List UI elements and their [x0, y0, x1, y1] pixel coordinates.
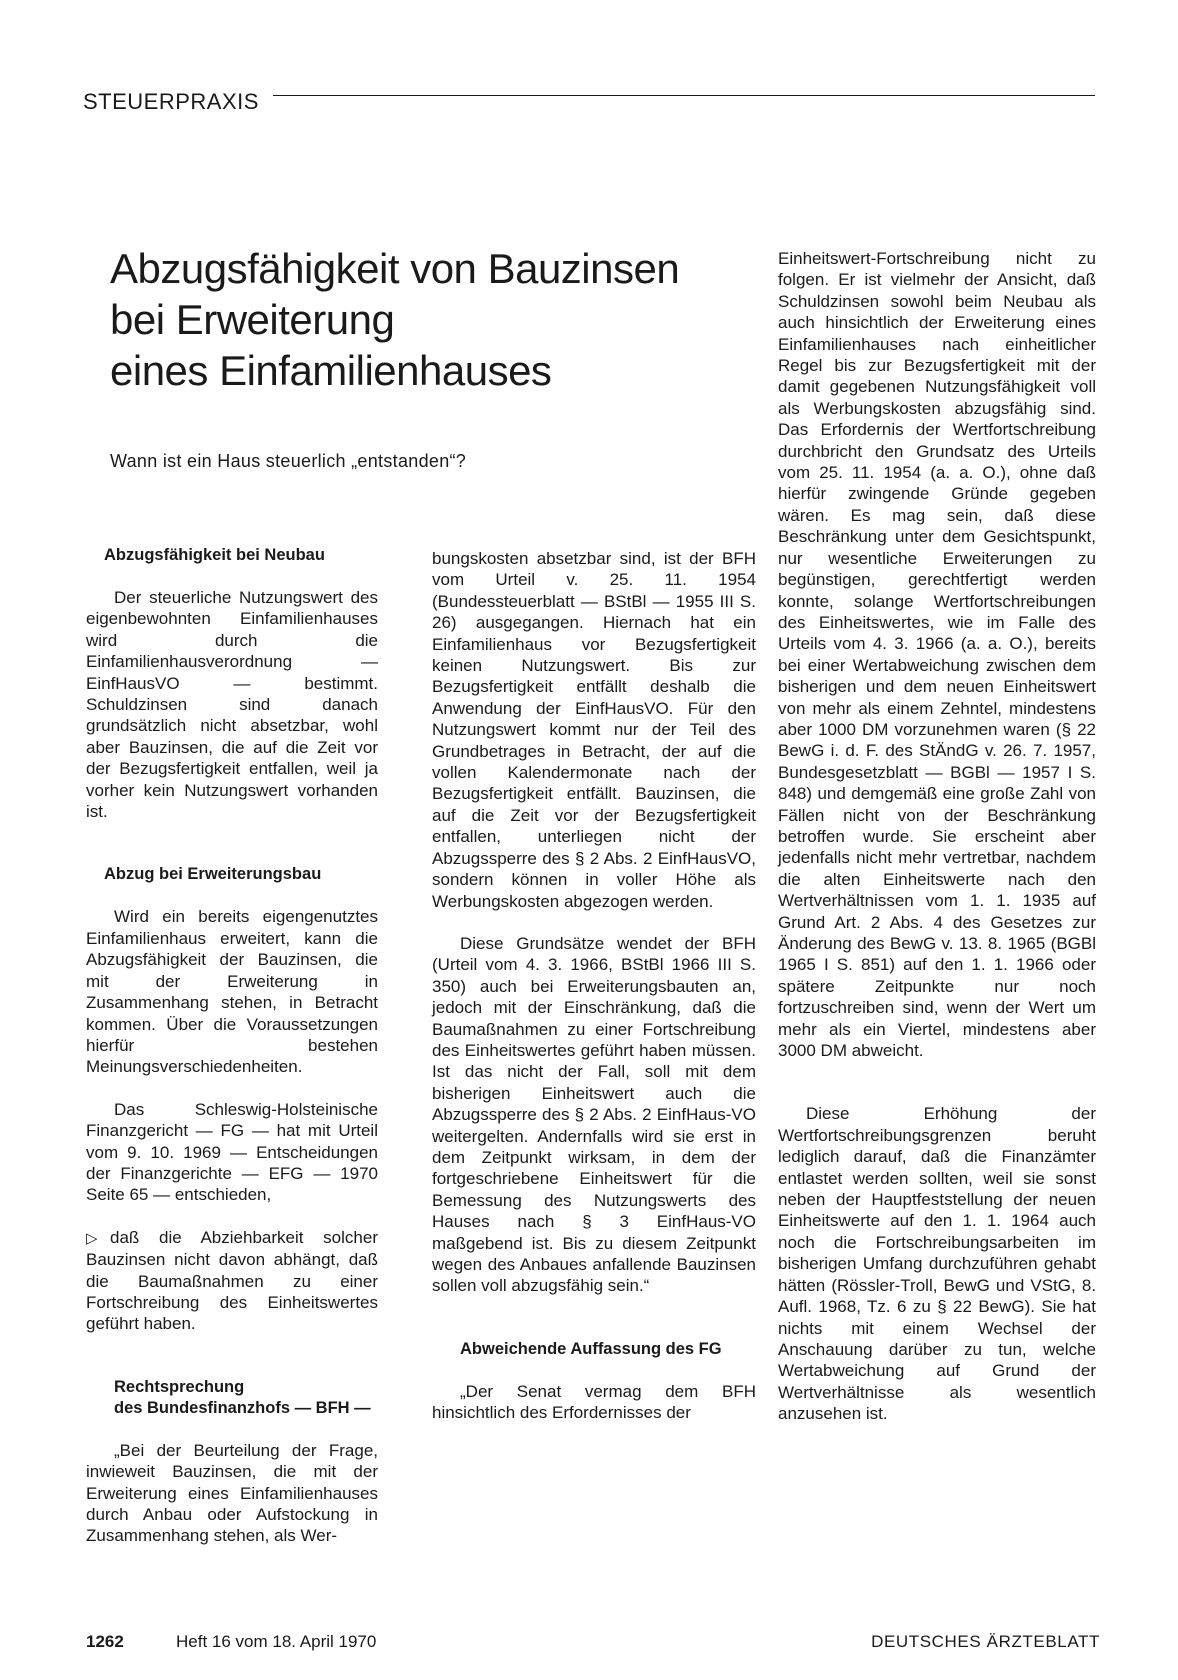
paragraph: Das Schleswig-Holsteinische Finanzgericht — FG — hat mit Urteil vom 9. 10. 1969 — Entscheidungen der Finanzgerichte — EFG — 1970 Seite 65 — entschieden,	[86, 1099, 378, 1205]
section-heading: Abzug bei Erweiterungsbau	[104, 865, 322, 884]
article-subtitle: Wann ist ein Haus steuerlich „entstanden“?	[110, 451, 467, 471]
paragraph: Diese Erhöhung der Wertfortschreibungsgrenzen beruht lediglich darauf, daß die Finanzämter entlastet werden sollten, weil sie sonst neben der Hauptfeststellung der neuen Einheitswerte auf den 1. 1. 1964 auch noch die Fortschreibungsarbeiten im bisherigen Umfang durchzuführen gehabt hätten (Rössler-Troll, BewG und VStG, 8. Aufl. 1968, Tz. 6 zu § 22 BewG). Sie hat nichts mit einem Wechsel der Anschauung darüber zu tun, welche Wertabweichung auf Grund der Wertverhältnisse als wesentlich anzusehen ist.	[778, 1104, 1096, 1424]
paragraph: „Der Senat vermag dem BFH hinsichtlich des Erfordernisses der	[432, 1381, 756, 1423]
journal-name: DEUTSCHES ÄRZTEBLATT	[871, 1632, 1100, 1651]
section-heading-line-2: des Bundesfinanzhofs — BFH —	[114, 1398, 371, 1417]
page-number: 1262	[86, 1632, 124, 1651]
header-rule	[273, 95, 1095, 96]
triangle-bullet-icon: ▷	[86, 1229, 98, 1247]
section-heading: Abzugsfähigkeit bei Neubau	[104, 546, 325, 564]
paragraph: Diese Grundsätze wendet der BFH (Urteil vom 4. 3. 1966, BStBl 1966 III S. 350) auch bei Erweiterungsbauten an, jedoch mit der Einschränkung, daß die Baumaßnahmen zu einer Fortschreibung des Einheitswertes geführt haben müssen. Ist das nicht der Fall, soll mit dem bisherigen Einheitswert auch die Abzugssperre des § 2 Abs. 2 EinfHaus-VO weitergelten. Andernfalls wird sie erst in dem Zeitpunkt wirksam, in dem der fortgeschriebene Einheitswert für die Bemessung des Nutzungswerts des Hauses nach § 3 EinfHaus-VO maßgebend ist. Bis zu diesem Zeitpunkt wegen des Anbaues anfallende Bauzinsen sollen voll abzugsfähig sein.“	[432, 933, 756, 1296]
section-heading: Abweichende Auffassung des FG	[460, 1339, 722, 1358]
title-line-2: bei Erweiterung	[110, 296, 395, 343]
text-column-1	[86, 545, 378, 1547]
paragraph: Der steuerliche Nutzungswert des eigenbewohnten Einfamilienhauses wird durch die Einfamilienhausverordnung — EinfHausVO — bestimmt. Schuldzinsen sind danach grundsätzlich nicht absetzbar, wohl aber Bauzinsen, die auf die Zeit vor der Bezugsfertigkeit entfallen, weil ja vorher kein Nutzungswert vorhanden ist.	[86, 588, 378, 822]
issue-info: Heft 16 vom 18. April 1970	[176, 1632, 377, 1651]
paragraph: „Bei der Beurteilung der Frage, inwieweit Bauzinsen, die mit der Erweiterung eines Einfamilienhauses durch Anbau oder Aufstockung in Zusammenhang stehen, als Wer-	[86, 1440, 378, 1546]
text-column-2	[432, 548, 756, 1424]
section-label: STEUERPRAXIS	[83, 89, 259, 114]
bullet-text: daß die Abziehbarkeit solcher Bauzinsen nicht davon abhängt, daß die Baumaßnahmen zu einer Fortschreibung des Einheitswertes geführt haben.	[86, 1227, 378, 1334]
title-line-3: eines Einfamilienhauses	[110, 347, 552, 394]
text-column-3	[778, 248, 1096, 1425]
bullet-paragraph	[86, 1227, 378, 1335]
article-title	[110, 243, 750, 396]
paragraph: bungskosten absetzbar sind, ist der BFH vom Urteil v. 25. 11. 1954 (Bundessteuerblatt — BStBl — 1955 III S. 26) ausgegangen. Hiernach hat ein Einfamilienhaus vor Bezugsfertigkeit keinen Nutzungswert. Bis zur Bezugsfertigkeit entfällt deshalb die Anwendung der EinfHausVO. Für den Nutzungswert kommt nur der Teil des Grundbetrages in Betracht, der auf die vollen Kalendermonate nach der Bezugsfertigkeit entfällt. Bauzinsen, die auf die Zeit vor der Bezugsfertigkeit entfallen, unterliegen nicht der Abzugssperre des § 2 Abs. 2 EinfHausVO, sondern können in voller Höhe als Werbungskosten abgezogen werden.	[432, 549, 756, 911]
paragraph: Wird ein bereits eigengenutztes Einfamilienhaus erweitert, kann die Abzugsfähigkeit der Bauzinsen, die mit der Erweiterung in Zusammenhang stehen, in Betracht kommen. Über die Voraussetzungen hierfür bestehen Meinungsverschiedenheiten.	[86, 907, 378, 1077]
page-header	[83, 90, 1095, 122]
title-line-1: Abzugsfähigkeit von Bauzinsen	[110, 245, 680, 292]
paragraph: Einheitswert-Fortschreibung nicht zu folgen. Er ist vielmehr der Ansicht, daß Schuldzinsen sowohl beim Neubau als auch hinsichtlich der Erweiterung eines Einfamilienhauses nach einheitlicher Regel bis zur Bezugsfertigkeit mit der damit gegebenen Nutzungsfähigkeit voll als Werbungskosten abzugsfähig sind. Das Erfordernis der Wertfortschreibung durchbricht den Grundsatz des Urteils vom 25. 11. 1954 (a. a. O.), ohne daß hierfür zwingende Gründe gegeben wären. Es mag sein, daß diese Beschränkung unter dem Gesichtspunkt, nur wesentliche Erweiterungen zu begünstigen, gerechtfertigt werden konnte, solange Wertfortschreibungen des Einheitswertes, wie im Falle des Urteils vom 4. 3. 1966 (a. a. O.), bereits bei einer Wertabweichung zwischen dem bisherigen und dem neuen Einheitswert von mehr als einem Zehntel, mindestens aber 1000 DM vorzunehmen waren (§ 22 BewG i. d. F. des StÄndG v. 26. 7. 1957, Bundesgesetzblatt — BGBl — 1957 I S. 848) und demgemäß eine große Zahl von Fällen nicht von der Beschränkung betroffen wurde. Sie erscheint aber jedenfalls nicht mehr vertretbar, nachdem die alten Einheitswerte nach den Wertverhältnissen vom 1. 1. 1935 auf Grund Art. 2 Abs. 4 des Gesetzes zur Änderung des BewG v. 13. 8. 1965 (BGBl 1965 I S. 851) auf den 1. 1. 1966 oder spätere Zeitpunkte nur noch fortzuschreiben sind, wenn der Wert um mehr als ein Viertel, mindestens aber 3000 DM abweicht.	[778, 249, 1096, 1061]
section-heading-line-1: Rechtsprechung	[114, 1377, 245, 1396]
